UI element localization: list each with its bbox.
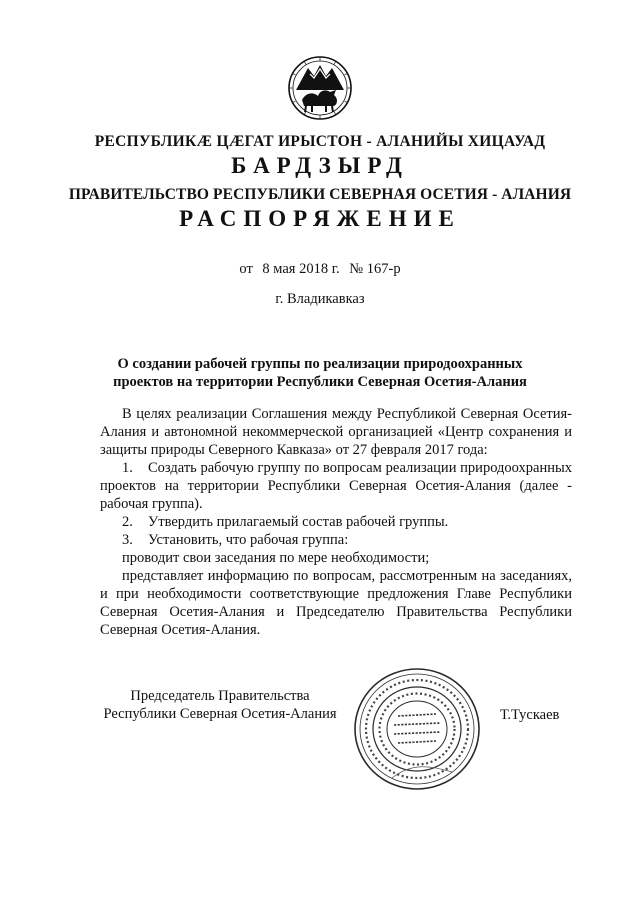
preamble-paragraph: В целях реализации Соглашения между Республикой Северная Осетия- Алания и автономной некоммерческой организацией «Центр сохранения и защиты природы Северного Кавказа» от 27 февраля 2017 года: bbox=[100, 406, 572, 458]
decree-subject: О создании рабочей группы по реализации природоохранных проектов на территории Республики Северная Осетия-Алания bbox=[113, 356, 527, 390]
item-2 bbox=[100, 513, 572, 531]
item-1-number: 1. bbox=[122, 460, 133, 476]
duty-2: представляет информацию по вопросам, рассмотренным на заседаниях, и при необходимости соответствующие предложения Главе Республики Северная Осетия-Алания и Председателю Правительства Республики Северная Осетия-Алания. bbox=[100, 568, 572, 638]
decree-body bbox=[100, 405, 572, 639]
item-3 bbox=[100, 531, 572, 549]
ossetian-republic-line: РЕСПУБЛИКÆ ЦÆГАТ ИРЫСТОН - АЛАНИЙЫ ХИЦАУАД bbox=[94, 133, 546, 150]
decree-date: 8 мая 2018 г. bbox=[262, 261, 340, 277]
signatory-position-line-2: Республики Северная Осетия-Алания bbox=[103, 706, 337, 722]
official-seal-stamp bbox=[352, 666, 482, 792]
russian-government-line: ПРАВИТЕЛЬСТВО РЕСПУБЛИКИ СЕВЕРНАЯ ОСЕТИЯ - АЛАНИЯ bbox=[68, 186, 572, 203]
item-1 bbox=[100, 459, 572, 513]
item-3-text: Установить, что рабочая группа: bbox=[148, 532, 349, 548]
item-2-number: 2. bbox=[122, 514, 133, 530]
decree-city: г. Владикавказ bbox=[275, 291, 365, 307]
decree-dateline bbox=[0, 261, 640, 278]
item-3-number: 3. bbox=[122, 532, 133, 548]
item-2-text: Утвердить прилагаемый состав рабочей группы. bbox=[148, 514, 449, 530]
coat-of-arms-icon bbox=[284, 54, 356, 122]
duty-1: проводит свои заседания по мере необходимости; bbox=[122, 550, 430, 566]
decree-number: № 167-р bbox=[349, 261, 401, 277]
ossetian-document-title: БАРДЗЫРД bbox=[231, 153, 409, 178]
signatory-position-line-1: Председатель Правительства bbox=[130, 688, 310, 704]
item-1-text: Создать рабочую группу по вопросам реализации природоохранных проектов на территории Республики Северная Осетия-Алания (далее - рабочая группа). bbox=[100, 460, 572, 512]
date-prefix: от bbox=[239, 261, 253, 277]
signatory-position bbox=[90, 687, 350, 723]
signatory-name: Т.Тускаев bbox=[500, 707, 560, 723]
russian-document-title: РАСПОРЯЖЕНИЕ bbox=[179, 206, 461, 231]
